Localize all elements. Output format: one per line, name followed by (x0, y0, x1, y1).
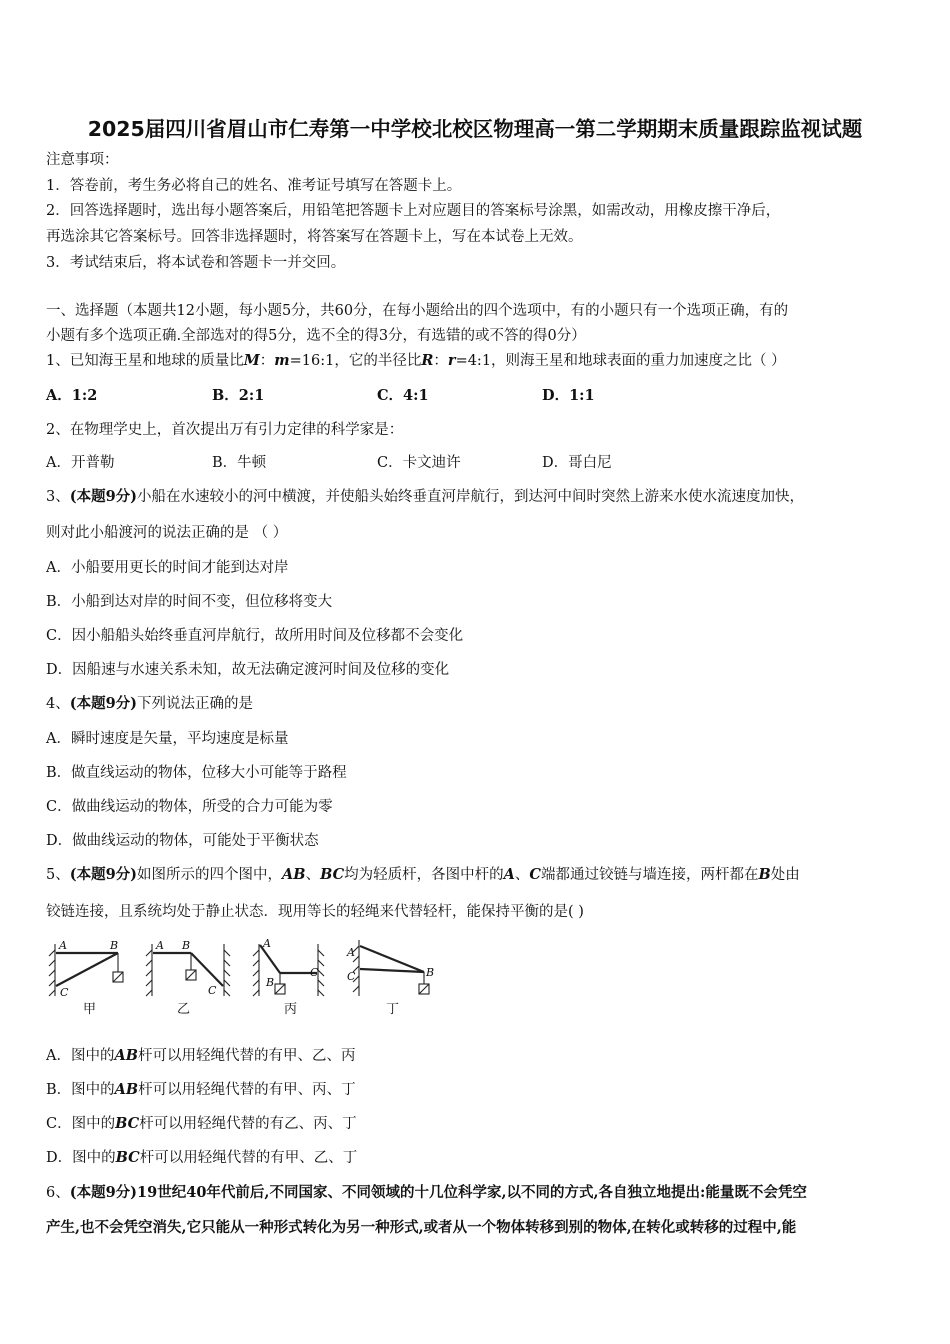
caption-ding: 丁 (386, 1002, 400, 1017)
option-text: B．图中的 (46, 1082, 115, 1098)
option-text: 杆可以用轻绳代替的有甲、丙、丁 (138, 1082, 356, 1098)
q1-var-m: m (274, 352, 290, 369)
q2-option-c: C．卡文迪许 (377, 455, 461, 471)
q5-text: 如图所示的四个图中， (137, 867, 283, 883)
q5-text: 、 (305, 867, 321, 883)
label-point-c: C (60, 986, 69, 999)
section-heading-line: 小题有多个选项正确.全部选对的得5分，选不全的得3分，有选错的或不答的得0分） (46, 328, 586, 344)
q3-number: 3、 (46, 489, 70, 505)
q3-option-c: C．因小船船头始终垂直河岸航行，故所用时间及位移都不会变化 (46, 628, 464, 644)
option-rod: BC (115, 1149, 140, 1166)
q4-option-c: C．做曲线运动的物体，所受的合力可能为零 (46, 799, 333, 815)
q5-option-c (46, 1114, 357, 1134)
q1-text: 1、已知海王星和地球的质量比 (46, 353, 244, 369)
q3-score-tag: (本题9分) (69, 488, 138, 505)
q6-score-tag: (本题9分) (69, 1184, 138, 1201)
option-rod: BC (115, 1115, 140, 1132)
option-text: 杆可以用轻绳代替的有甲、乙、丙 (138, 1048, 356, 1064)
label-point-c: C (208, 984, 217, 997)
q5-point-b: B (758, 866, 771, 883)
option-text: D．图中的 (46, 1150, 116, 1166)
note-item: 再选涂其它答案标号。回答非选择题时，将答案写在答题卡上，写在本试卷上无效。 (46, 229, 583, 245)
q5-point-a: A (503, 866, 515, 883)
q3-text: 小船在水速较小的河中横渡，并使船头始终垂直河岸航行，到达河中间时突然上游来水使水流速度加快， (137, 489, 805, 505)
q5-option-d (46, 1148, 357, 1168)
q5-text: 处由 (770, 867, 800, 883)
q6-number: 6、 (46, 1185, 70, 1201)
q1-colon: ： (433, 353, 448, 369)
q1-option-d: D．1:1 (542, 387, 595, 404)
q1-text: =4:1，则海王星和地球表面的重力加速度之比（ ） (455, 353, 786, 369)
rod-diagram-figure (46, 936, 446, 1020)
q4-option-a: A．瞬时速度是矢量，平均速度是标量 (46, 731, 289, 747)
option-text: 杆可以用轻绳代替的有甲、乙、丁 (139, 1150, 358, 1166)
note-item: 3．考试结束后，将本试卷和答题卡一并交回。 (46, 255, 346, 271)
question-5-stem-cont: 铰链连接，且系统均处于静止状态．现用等长的轻绳来代替轻杆，能保持平衡的是( ) (46, 904, 584, 920)
label-point-b: B (182, 939, 191, 952)
q2-option-a: A．开普勒 (46, 455, 115, 471)
q1-text: =16:1，它的半径比 (289, 353, 422, 369)
option-rod: AB (114, 1081, 139, 1098)
q3-option-b: B．小船到达对岸的时间不变，但位移将变大 (46, 594, 333, 610)
notes-heading: 注意事项： (46, 152, 119, 168)
q5-point-c: C (529, 866, 541, 883)
q1-option-c: C．4:1 (377, 387, 429, 404)
q5-option-a (46, 1046, 356, 1066)
q4-option-d: D．做曲线运动的物体，可能处于平衡状态 (46, 833, 319, 849)
q1-var-M: M (243, 352, 260, 369)
q5-number: 5、 (46, 867, 70, 883)
label-point-a: A (156, 939, 164, 952)
q5-rod-bc: BC (320, 866, 345, 883)
page-title: 2025届四川省眉山市仁寿第一中学校北校区物理高一第二学期期末质量跟踪监视试题 (87, 117, 863, 141)
question-4-stem (46, 694, 253, 714)
label-point-a: A (59, 939, 67, 952)
question-6-stem (46, 1183, 807, 1203)
diagram-ding (353, 940, 429, 996)
q2-option-b: B．牛顿 (212, 455, 267, 471)
section-heading-line: 一、选择题（本题共12小题，每小题5分，共60分，在每小题给出的四个选项中，有的小题只有一个选项正确，有的 (46, 303, 789, 319)
note-item: 1．答卷前，考生务必将自己的姓名、准考证号填写在答题卡上。 (46, 178, 462, 194)
question-1-stem (46, 351, 786, 371)
q3-option-a: A．小船要用更长的时间才能到达对岸 (46, 560, 289, 576)
q1-var-r: r (447, 352, 456, 369)
label-point-a: A (263, 937, 271, 950)
q5-text: 端都通过铰链与墙连接，两杆都在 (540, 867, 759, 883)
question-2-stem: 2、在物理学史上，首次提出万有引力定律的科学家是： (46, 422, 404, 438)
label-point-c: C (310, 966, 319, 979)
option-rod: AB (114, 1047, 138, 1064)
question-3-stem-cont: 则对此小船渡河的说法正确的是 （ ） (46, 525, 288, 541)
label-point-b: B (110, 939, 119, 952)
label-point-b: B (426, 966, 435, 979)
q4-option-b: B．做直线运动的物体，位移大小可能等于路程 (46, 765, 347, 781)
q5-option-b (46, 1080, 356, 1100)
question-6-stem-cont: 产生,也不会凭空消失,它只能从一种形式转化为另一种形式,或者从一个物体转移到别的物体,在转化或转移的过程中,能 (46, 1219, 797, 1236)
q5-score-tag: (本题9分) (69, 866, 138, 883)
caption-yi: 乙 (177, 1002, 191, 1017)
question-5-stem (46, 865, 800, 885)
q5-text: 、 (514, 867, 530, 883)
caption-bing: 丙 (284, 1002, 298, 1017)
option-text: A．图中的 (46, 1048, 115, 1064)
caption-jia: 甲 (83, 1002, 97, 1017)
q1-colon: ： (259, 353, 275, 369)
q1-option-b: B．2:1 (212, 387, 265, 404)
q4-text: 下列说法正确的是 (137, 696, 254, 712)
note-item: 2．回答选择题时，选出每小题答案后，用铅笔把答题卡上对应题目的答案标号涂黑，如需改动，用橡皮擦干净后， (46, 203, 781, 219)
q3-option-d: D．因船速与水速关系未知，故无法确定渡河时间及位移的变化 (46, 662, 450, 678)
q6-text: 19世纪40年代前后,不同国家、不同领域的十几位科学家,以不同的方式,各自独立地提出:能量既不会凭空 (137, 1184, 807, 1201)
label-point-a: A (347, 946, 355, 959)
q2-option-d: D．哥白尼 (542, 455, 612, 471)
question-3-stem (46, 487, 804, 507)
option-text: 杆可以用轻绳代替的有乙、丙、丁 (139, 1116, 357, 1132)
label-point-c: C (347, 970, 356, 983)
q1-var-R: R (421, 352, 434, 369)
q5-text: 均为轻质杆，各图中杆的 (344, 867, 504, 883)
q1-option-a: A．1:2 (46, 387, 98, 404)
q4-score-tag: (本题9分) (69, 695, 138, 712)
q4-number: 4、 (46, 696, 70, 712)
option-text: C．图中的 (46, 1116, 116, 1132)
label-point-b: B (266, 976, 275, 989)
q5-rod-ab: AB (282, 866, 306, 883)
